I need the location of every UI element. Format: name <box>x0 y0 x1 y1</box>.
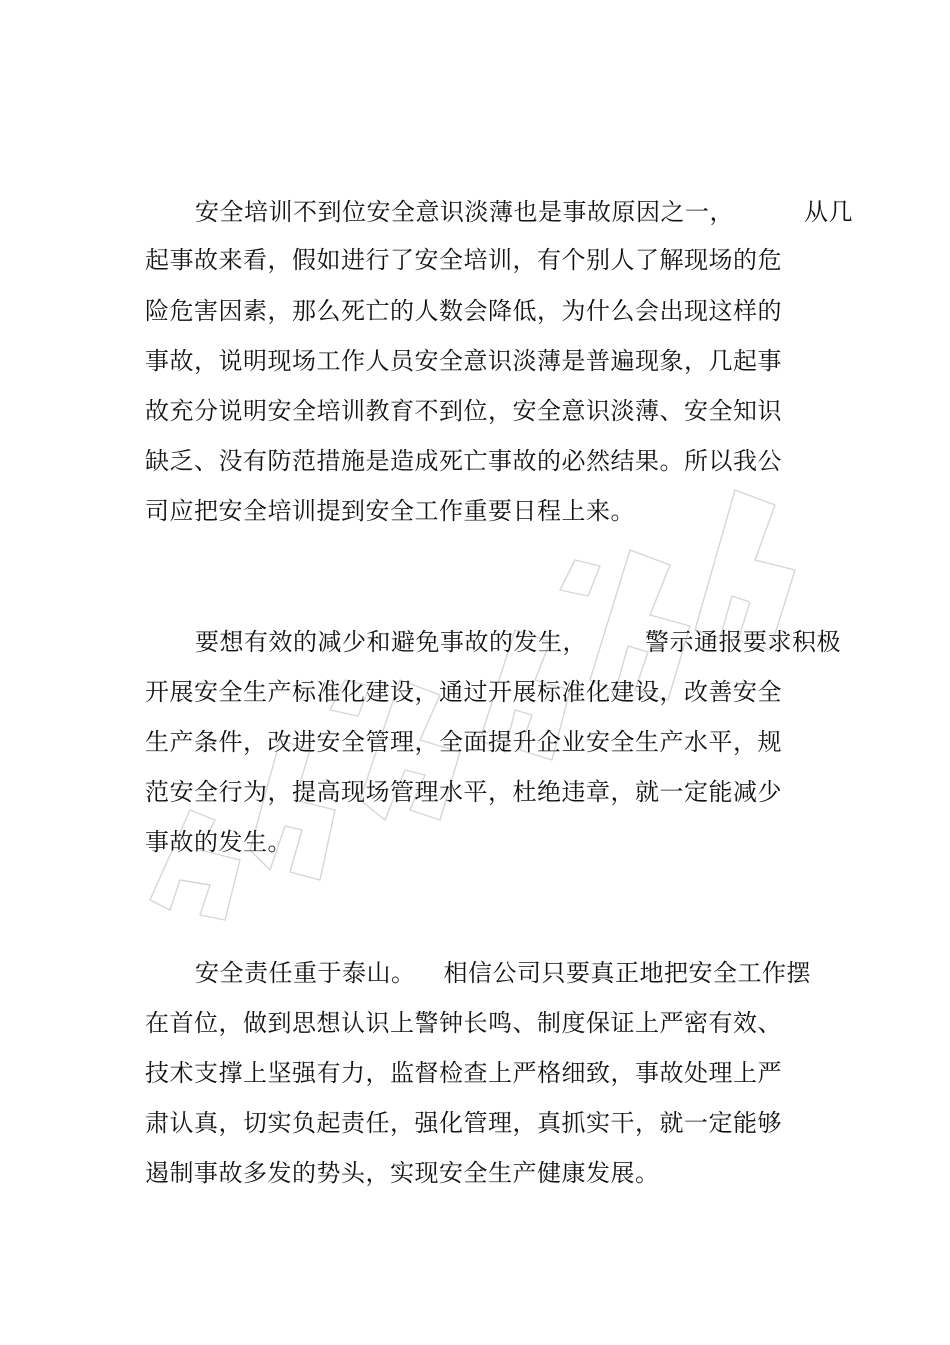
paragraph-3-line-5: 遏制事故多发的势头，实现安全生产健康发展。 <box>145 1159 660 1187</box>
paragraph-3-line-1-text: 安全责任重于泰山。 <box>195 959 416 987</box>
paragraph-2-line-2: 开展安全生产标准化建设，通过开展标准化建设，改善安全 <box>145 678 782 706</box>
paragraph-1-line-4: 事故，说明现场工作人员安全意识淡薄是普遍现象，几起事 <box>145 347 782 375</box>
paragraph-1-line-5: 故充分说明安全培训教育不到位，安全意识淡薄、安全知识 <box>145 397 782 425</box>
paragraph-3-line-2: 在首位，做到思想认识上警钟长鸣、制度保证上严密有效、 <box>145 1009 782 1037</box>
paragraph-3-line-4: 肃认真，切实负起责任，强化管理，真抓实干，就一定能够 <box>145 1109 782 1137</box>
paragraph-3-line-1-continuation: 相信公司只要真正地把安全工作摆 <box>443 959 811 987</box>
paragraph-2-line-4: 范安全行为，提高现场管理水平，杜绝违章，就一定能减少 <box>145 778 782 806</box>
paragraph-1-line-1-continuation: 从几 <box>804 198 853 226</box>
paragraph-1-line-1-text: 安全培训不到位安全意识淡薄也是事故原因之一， <box>195 198 734 226</box>
paragraph-3-line-1 <box>195 958 811 988</box>
paragraph-2-line-1-continuation: 警示通报要求积极 <box>645 628 841 656</box>
paragraph-2-line-5: 事故的发生。 <box>145 828 292 856</box>
paragraph-2-line-3: 生产条件，改进安全管理，全面提升企业安全生产水平，规 <box>145 728 782 756</box>
paragraph-1-line-3: 险危害因素，那么死亡的人数会降低，为什么会出现这样的 <box>145 297 782 325</box>
paragraph-3-line-3: 技术支撑上坚强有力，监督检查上严格细致，事故处理上严 <box>145 1059 782 1087</box>
paragraph-2-line-1 <box>195 627 841 657</box>
paragraph-1-line-6: 缺乏、没有防范措施是造成死亡事故的必然结果。所以我公 <box>145 447 782 475</box>
paragraph-1-line-2: 起事故来看，假如进行了安全培训，有个别人了解现场的危 <box>145 246 782 274</box>
paragraph-2-line-1-text: 要想有效的减少和避免事故的发生， <box>195 628 587 656</box>
paragraph-1-line-1 <box>195 197 853 227</box>
paragraph-1-line-7: 司应把安全培训提到安全工作重要日程上来。 <box>145 497 635 525</box>
